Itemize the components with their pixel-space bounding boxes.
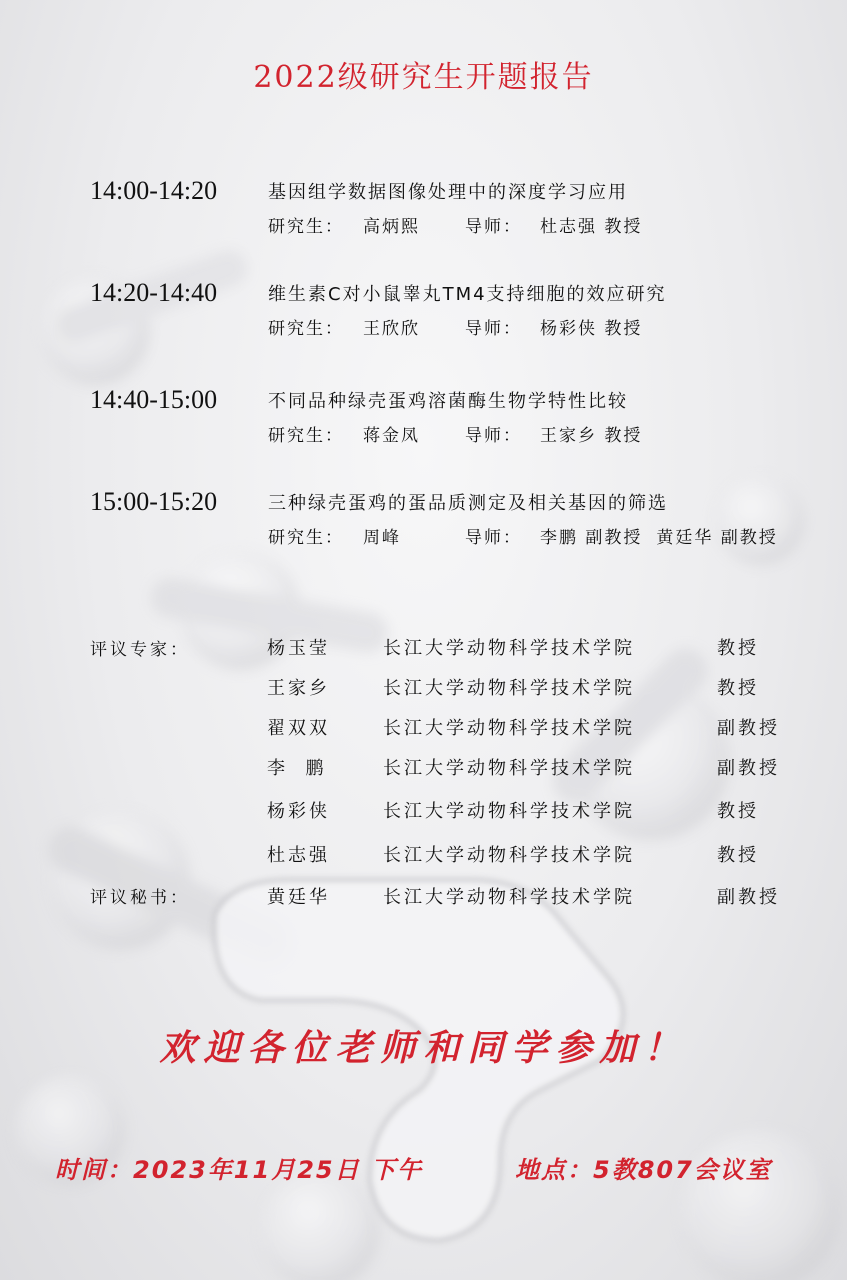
member-title: 教授 (717, 678, 759, 699)
session-time: 15:00-15:20 (90, 487, 218, 516)
session-time: 14:00-14:20 (90, 176, 218, 205)
member-name: 王家乡 (267, 678, 330, 699)
advisor-label: 导师： (465, 426, 522, 446)
session-topic: 基因组学数据图像处理中的深度学习应用 (268, 182, 628, 203)
student-label: 研究生： (268, 319, 344, 339)
member-title: 教授 (717, 845, 759, 866)
member-institution: 长江大学动物科学技术学院 (383, 678, 635, 699)
advisor-label: 导师： (465, 528, 522, 548)
page-title: 2022级研究生开题报告 (253, 60, 594, 95)
member-name: 杨彩侠 (267, 801, 330, 822)
advisor-name: 杨彩侠 教授 (540, 319, 643, 339)
event-time: 时间：2023年11月25日 下午 (55, 1156, 423, 1184)
member-name: 李 鹏 (267, 758, 327, 779)
session-topic: 不同品种绿壳蛋鸡溶菌酶生物学特性比较 (268, 391, 628, 412)
member-name: 翟双双 (267, 718, 330, 739)
session-people (268, 421, 656, 446)
session-topic: 三种绿壳蛋鸡的蛋品质测定及相关基因的筛选 (268, 493, 668, 514)
advisor-name: 王家乡 教授 (540, 426, 643, 446)
student-name: 高炳熙 (363, 217, 420, 237)
member-name: 黄廷华 (267, 887, 330, 908)
advisor-label: 导师： (465, 217, 522, 237)
member-institution: 长江大学动物科学技术学院 (383, 887, 635, 908)
member-title: 教授 (717, 638, 759, 659)
session-people (268, 212, 656, 237)
member-institution: 长江大学动物科学技术学院 (383, 801, 635, 822)
member-title: 副教授 (717, 758, 780, 779)
member-title: 副教授 (717, 718, 780, 739)
student-name: 周峰 (363, 528, 401, 548)
advisor-name: 杜志强 教授 (540, 217, 643, 237)
session-people (268, 314, 656, 339)
session-topic: 维生素C对小鼠睾丸TM4支持细胞的效应研究 (268, 284, 667, 305)
member-title: 教授 (717, 801, 759, 822)
experts-label: 评议专家： (90, 640, 190, 660)
welcome-message: 欢迎各位老师和同学参加！ (159, 1027, 688, 1069)
session-time: 14:20-14:40 (90, 278, 218, 307)
student-name: 蒋金凤 (363, 426, 420, 446)
student-label: 研究生： (268, 528, 344, 548)
member-institution: 长江大学动物科学技术学院 (383, 638, 635, 659)
advisor-name: 黄廷华 副教授 (656, 528, 778, 548)
member-institution: 长江大学动物科学技术学院 (383, 845, 635, 866)
advisor-name: 李鹏 副教授 (540, 528, 643, 548)
student-name: 王欣欣 (363, 319, 420, 339)
member-name: 杜志强 (267, 845, 330, 866)
session-people (268, 523, 792, 548)
student-label: 研究生： (268, 426, 344, 446)
member-name: 杨玉莹 (267, 638, 330, 659)
student-label: 研究生： (268, 217, 344, 237)
member-institution: 长江大学动物科学技术学院 (383, 718, 635, 739)
event-location: 地点：5教807会议室 (515, 1156, 772, 1184)
session-time: 14:40-15:00 (90, 385, 218, 414)
advisor-label: 导师： (465, 319, 522, 339)
member-title: 副教授 (717, 887, 780, 908)
secretary-label: 评议秘书： (90, 888, 190, 908)
member-institution: 长江大学动物科学技术学院 (383, 758, 635, 779)
